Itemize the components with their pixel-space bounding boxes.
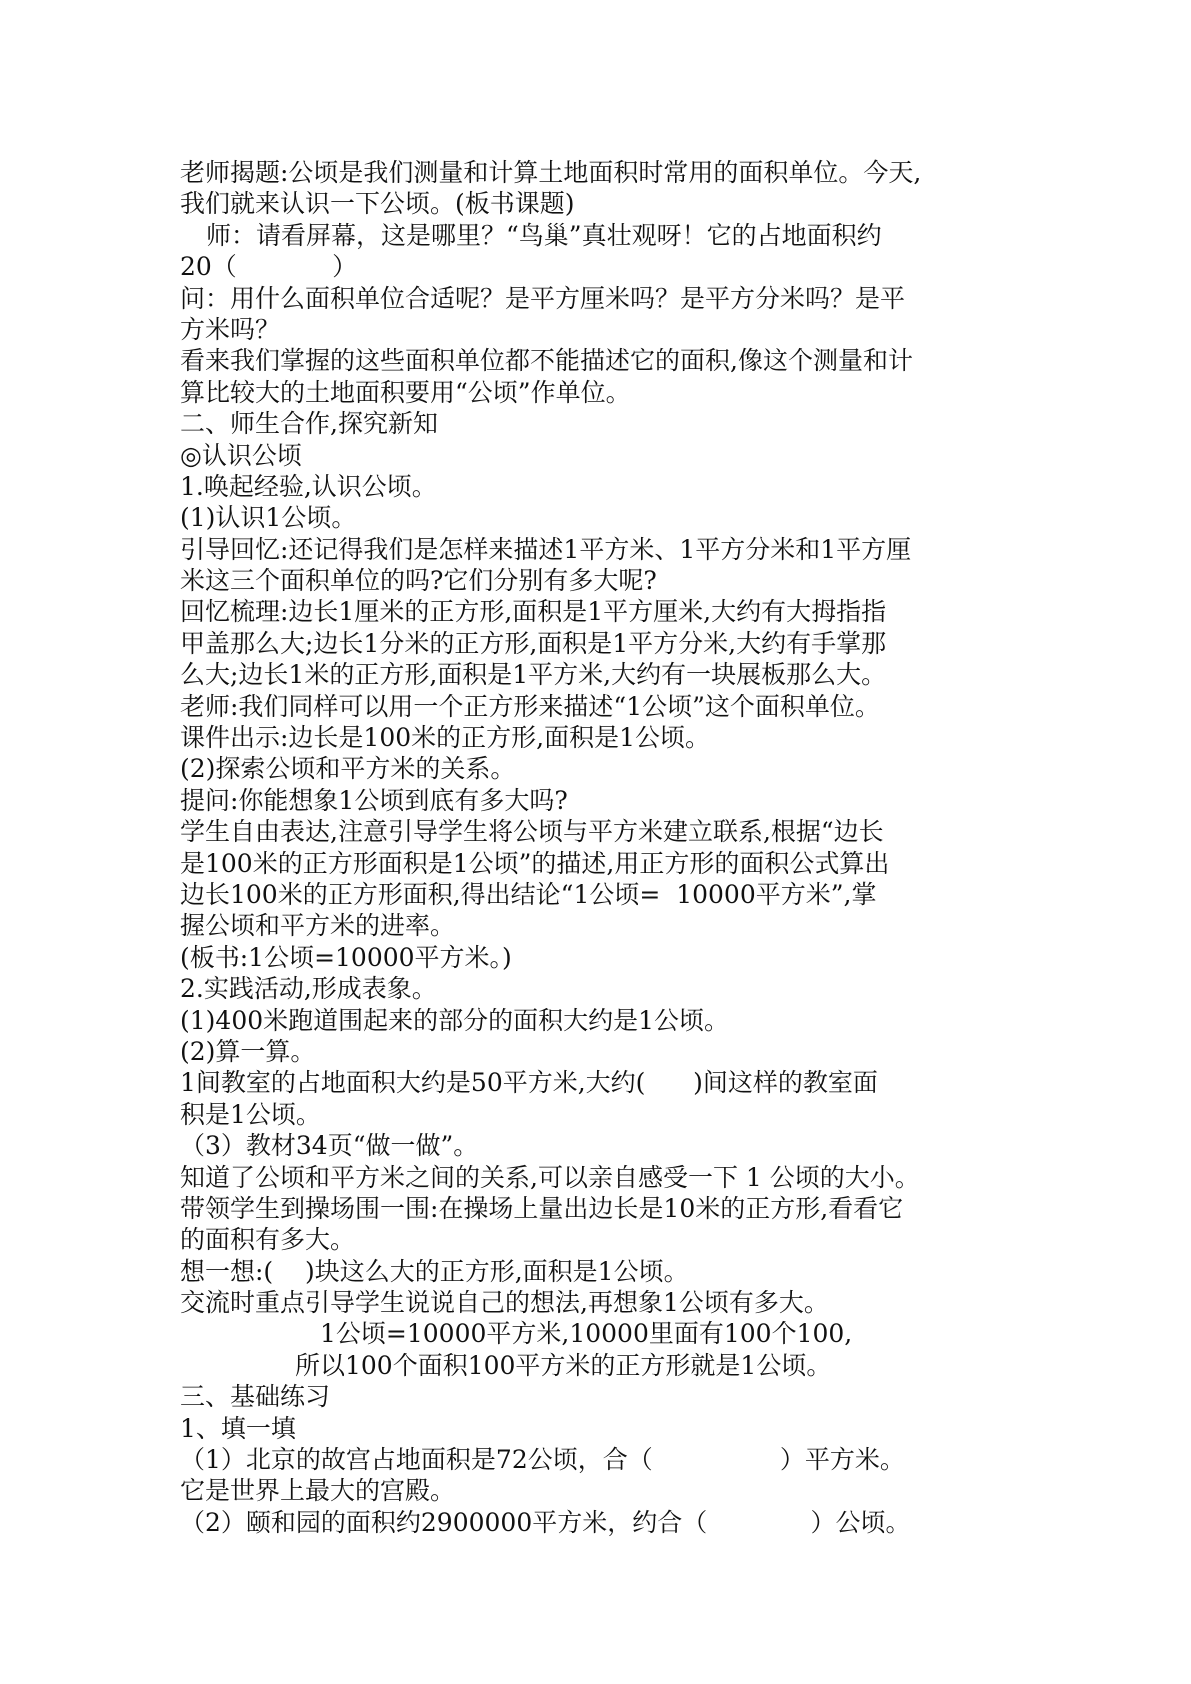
text-line: 提问:你能想象1公顷到底有多大吗? bbox=[180, 785, 568, 815]
text-line: (板书:1公顷=10000平方米。) bbox=[180, 942, 512, 972]
section-heading: 二、师生合作,探究新知 bbox=[180, 409, 438, 439]
text-line: 学生自由表达,注意引导学生将公顷与平方米建立联系,根据“边长 bbox=[180, 817, 884, 847]
text-line: 是100米的正方形面积是1公顷”的描述,用正方形的面积公式算出 bbox=[180, 848, 890, 878]
text-line: （3）教材34页“做一做”。 bbox=[180, 1131, 479, 1161]
text-line: 1、填一填 bbox=[180, 1413, 296, 1443]
text-line: 课件出示:边长是100米的正方形,面积是1公顷。 bbox=[180, 723, 710, 753]
text-line: 老师揭题:公顷是我们测量和计算土地面积时常用的面积单位。今天, bbox=[180, 158, 922, 187]
text-line: 积是1公顷。 bbox=[180, 1099, 321, 1129]
text-line: （1）北京的故宫占地面积是72公顷，合（ ）平方米。 bbox=[180, 1445, 905, 1475]
text-line: 的面积有多大。 bbox=[180, 1225, 356, 1255]
text-line: 方米吗？ bbox=[180, 314, 281, 344]
text-line: 20（ ） bbox=[180, 252, 358, 282]
text-line: 它是世界上最大的宫殿。 bbox=[180, 1476, 456, 1506]
text-line: (2)探索公顷和平方米的关系。 bbox=[180, 754, 516, 784]
text-line: 问：用什么面积单位合适呢？是平方厘米吗？是平方分米吗？是平 bbox=[180, 283, 906, 313]
text-line: 边长100米的正方形面积,得出结论“1公顷= 10000平方米”,掌 bbox=[180, 879, 877, 909]
text-line: 么大;边长1米的正方形,面积是1平方米,大约有一块展板那么大。 bbox=[180, 660, 887, 690]
section-heading: 三、基础练习 bbox=[180, 1382, 331, 1412]
text-line: 2.实践活动,形成表象。 bbox=[180, 974, 437, 1004]
text-line: (1)认识1公顷。 bbox=[180, 503, 357, 533]
text-line: 握公顷和平方米的进率。 bbox=[180, 911, 456, 941]
text-line: 看来我们掌握的这些面积单位都不能描述它的面积,像这个测量和计 bbox=[180, 346, 913, 376]
text-line: 交流时重点引导学生说说自己的想法,再想象1公顷有多大。 bbox=[180, 1288, 829, 1318]
text-line: 知道了公顷和平方米之间的关系,可以亲自感受一下 1 公顷的大小。 bbox=[180, 1162, 920, 1192]
text-line: 想一想:( )块这么大的正方形,面积是1公顷。 bbox=[180, 1256, 689, 1286]
text-line: 回忆梳理:边长1厘米的正方形,面积是1平方厘米,大约有大拇指指 bbox=[180, 597, 887, 627]
text-line: (2)算一算。 bbox=[180, 1036, 316, 1066]
text-line: 所以100个面积100平方米的正方形就是1公顷。 bbox=[295, 1350, 832, 1380]
text-line: 1.唤起经验,认识公顷。 bbox=[180, 471, 437, 501]
text-line: 算比较大的土地面积要用“公顷”作单位。 bbox=[180, 377, 631, 407]
text-line: 我们就来认识一下公顷。(板书课题) bbox=[180, 189, 575, 219]
text-line: 1公顷=10000平方米,10000里面有100个100, bbox=[320, 1319, 853, 1349]
text-line: （2）颐和园的面积约2900000平方米，约合（ ）公顷。 bbox=[180, 1507, 911, 1537]
text-line: (1)400米跑道围起来的部分的面积大约是1公顷。 bbox=[180, 1005, 730, 1035]
text-line: 1间教室的占地面积大约是50平方米,大约( )间这样的教室面 bbox=[180, 1068, 878, 1098]
text-line: 甲盖那么大;边长1分米的正方形,面积是1平方分米,大约有手掌那 bbox=[180, 628, 887, 658]
text-line: 带领学生到操场围一围:在操场上量出边长是10米的正方形,看看它 bbox=[180, 1193, 904, 1223]
text-line: 米这三个面积单位的吗?它们分别有多大呢? bbox=[180, 566, 657, 596]
subsection-heading: ◎认识公顷 bbox=[180, 440, 302, 470]
lesson-text bbox=[180, 157, 1020, 1538]
text-line: 引导回忆:还记得我们是怎样来描述1平方米、1平方分米和1平方厘 bbox=[180, 534, 912, 564]
text-line: 老师:我们同样可以用一个正方形来描述“1公顷”这个面积单位。 bbox=[180, 691, 880, 721]
text-line: 师：请看屏幕，这是哪里？“鸟巢”真壮观呀！它的占地面积约 bbox=[206, 220, 882, 250]
